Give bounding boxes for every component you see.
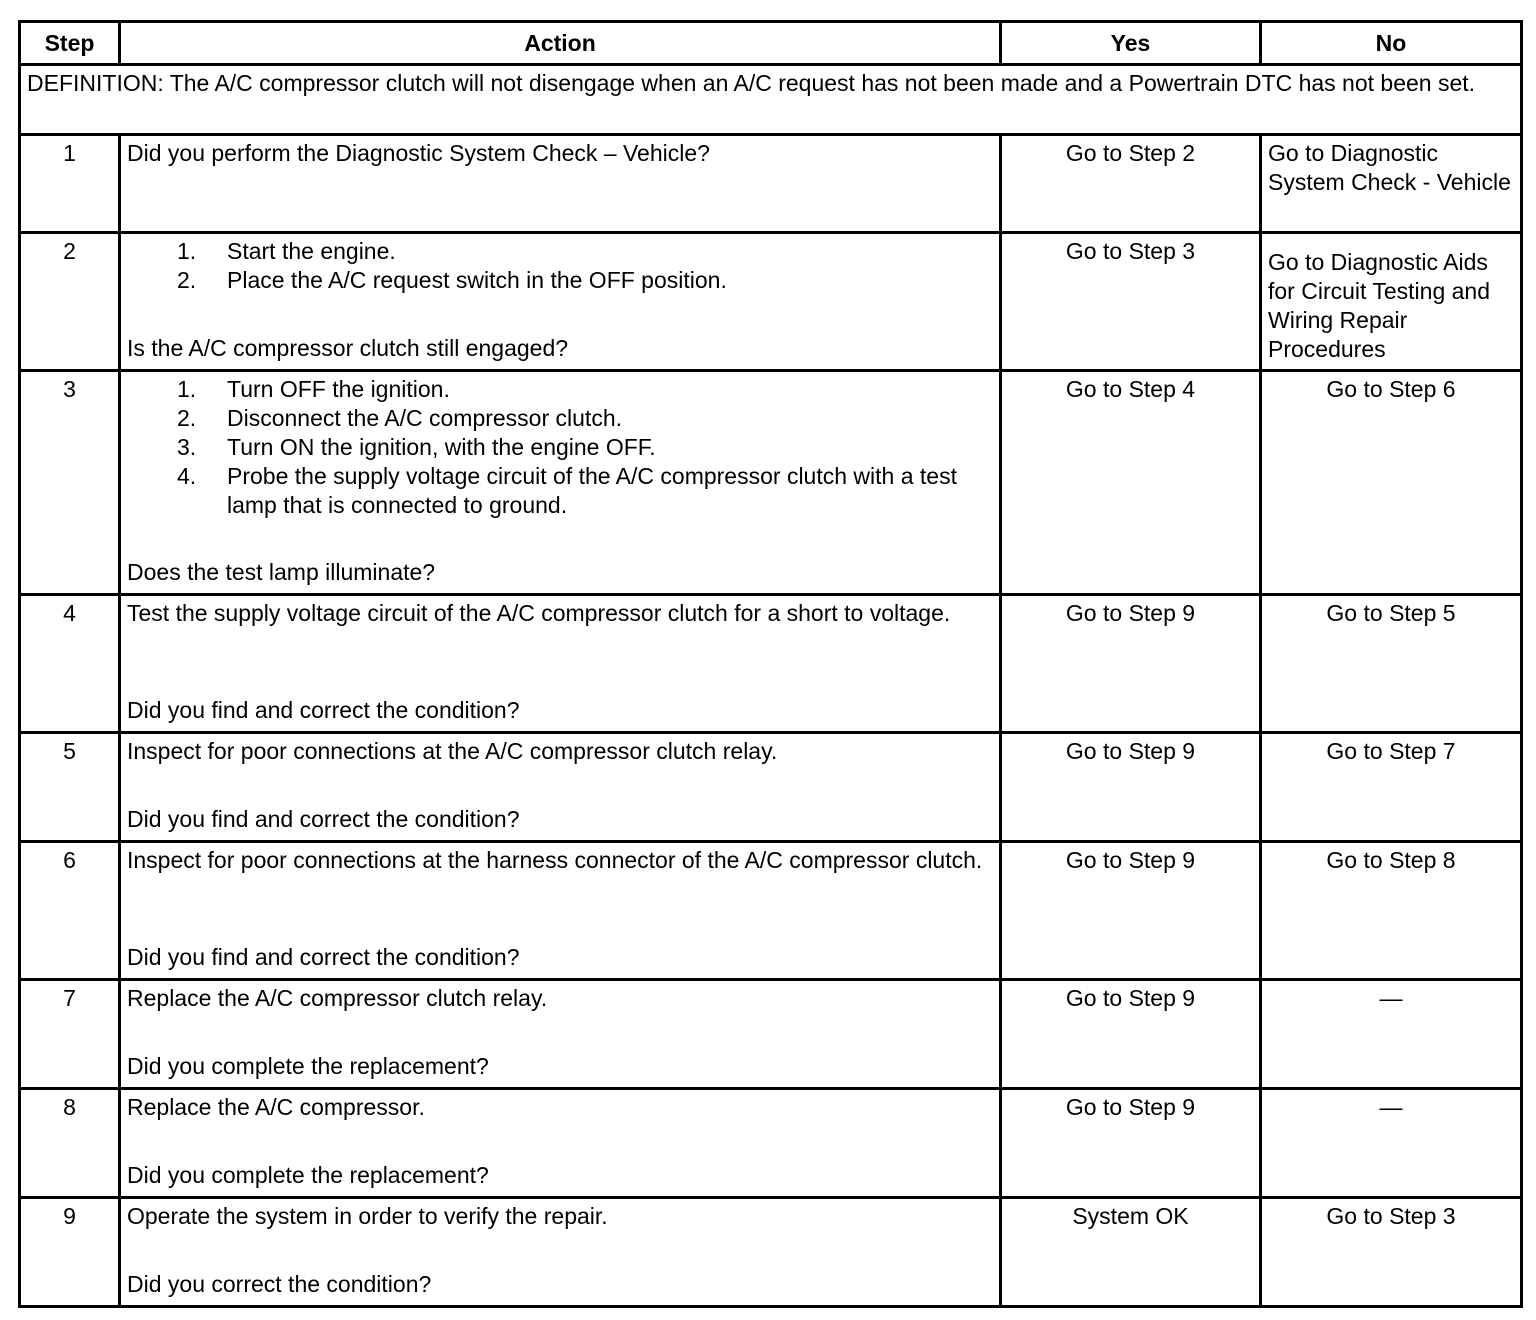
- table-row: [20, 980, 1522, 1089]
- action-cell: [120, 980, 1001, 1089]
- table-row: [20, 1198, 1522, 1307]
- action-question: Did you complete the replacement?: [127, 1162, 489, 1188]
- no-cell: Go to Step 3: [1261, 1198, 1522, 1307]
- step-number: 3: [20, 371, 120, 595]
- step-number: 6: [20, 842, 120, 980]
- list-item: 1. Turn OFF the ignition.: [177, 376, 450, 402]
- header-no: No: [1261, 22, 1522, 65]
- action-question: Did you find and correct the condition?: [127, 806, 520, 832]
- no-cell: Go to Diagnostic Aids for Circuit Testing and Wiring Repair Procedures: [1261, 233, 1522, 371]
- no-cell: —: [1261, 1089, 1522, 1198]
- header-row: [20, 22, 1522, 65]
- action-cell: [120, 371, 1001, 595]
- definition-text: DEFINITION: The A/C compressor clutch will not disengage when an A/C request has not been made and a Powertrain DTC has not been set.: [20, 65, 1522, 135]
- action-text: Replace the A/C compressor clutch relay.: [127, 985, 548, 1011]
- table-row: [20, 233, 1522, 371]
- step-number: 5: [20, 733, 120, 842]
- procedure-list: [127, 375, 993, 520]
- list-item: 3. Turn ON the ignition, with the engine OFF.: [177, 434, 656, 460]
- action-question: Did you complete the replacement?: [127, 1053, 489, 1079]
- action-cell: [120, 842, 1001, 980]
- action-cell: [120, 595, 1001, 733]
- no-cell: —: [1261, 980, 1522, 1089]
- header-action: Action: [120, 22, 1001, 65]
- action-question: Is the A/C compressor clutch still engaged?: [127, 335, 569, 361]
- header-step: Step: [20, 22, 120, 65]
- no-cell: Go to Step 6: [1261, 371, 1522, 595]
- action-question: Did you correct the condition?: [127, 1271, 432, 1297]
- list-item: 2. Place the A/C request switch in the OFF position.: [177, 267, 727, 293]
- yes-cell: Go to Step 4: [1001, 371, 1261, 595]
- yes-cell: Go to Step 9: [1001, 595, 1261, 733]
- table-row: [20, 842, 1522, 980]
- action-question: Did you find and correct the condition?: [127, 944, 520, 970]
- action-text: Inspect for poor connections at the harness connector of the A/C compressor clutch.: [127, 847, 983, 873]
- table-row: [20, 595, 1522, 733]
- table-row: [20, 135, 1522, 233]
- action-text: Did you perform the Diagnostic System Check – Vehicle?: [127, 140, 710, 166]
- header-yes: Yes: [1001, 22, 1261, 65]
- action-question: Did you find and correct the condition?: [127, 697, 520, 723]
- procedure-list: [127, 237, 993, 295]
- yes-cell: Go to Step 3: [1001, 233, 1261, 371]
- table-row: [20, 1089, 1522, 1198]
- yes-cell: Go to Step 2: [1001, 135, 1261, 233]
- action-cell: [120, 1089, 1001, 1198]
- yes-cell: Go to Step 9: [1001, 842, 1261, 980]
- step-number: 1: [20, 135, 120, 233]
- action-cell: [120, 233, 1001, 371]
- action-text: Inspect for poor connections at the A/C compressor clutch relay.: [127, 738, 778, 764]
- yes-cell: Go to Step 9: [1001, 1089, 1261, 1198]
- step-number: 7: [20, 980, 120, 1089]
- list-item: 2. Disconnect the A/C compressor clutch.: [177, 405, 622, 431]
- table-row: [20, 371, 1522, 595]
- action-cell: [120, 733, 1001, 842]
- action-text: Test the supply voltage circuit of the A/C compressor clutch for a short to voltage.: [127, 600, 951, 626]
- no-cell: Go to Step 8: [1261, 842, 1522, 980]
- no-cell: Go to Step 7: [1261, 733, 1522, 842]
- action-text: Replace the A/C compressor.: [127, 1094, 425, 1120]
- definition-row: [20, 65, 1522, 135]
- yes-cell: Go to Step 9: [1001, 980, 1261, 1089]
- table-row: [20, 733, 1522, 842]
- action-cell: [120, 1198, 1001, 1307]
- step-number: 8: [20, 1089, 120, 1198]
- list-item: 4. Probe the supply voltage circuit of the A/C compressor clutch with a test lamp that is connected to ground.: [177, 463, 957, 518]
- yes-cell: Go to Step 9: [1001, 733, 1261, 842]
- step-number: 9: [20, 1198, 120, 1307]
- yes-cell: System OK: [1001, 1198, 1261, 1307]
- no-cell: Go to Diagnostic System Check - Vehicle: [1261, 135, 1522, 233]
- step-number: 4: [20, 595, 120, 733]
- step-number: 2: [20, 233, 120, 371]
- action-cell: [120, 135, 1001, 233]
- action-question: Does the test lamp illuminate?: [127, 559, 436, 585]
- diagnostic-table: [18, 20, 1523, 1308]
- list-item: 1. Start the engine.: [177, 238, 396, 264]
- no-cell: Go to Step 5: [1261, 595, 1522, 733]
- action-text: Operate the system in order to verify the repair.: [127, 1203, 608, 1229]
